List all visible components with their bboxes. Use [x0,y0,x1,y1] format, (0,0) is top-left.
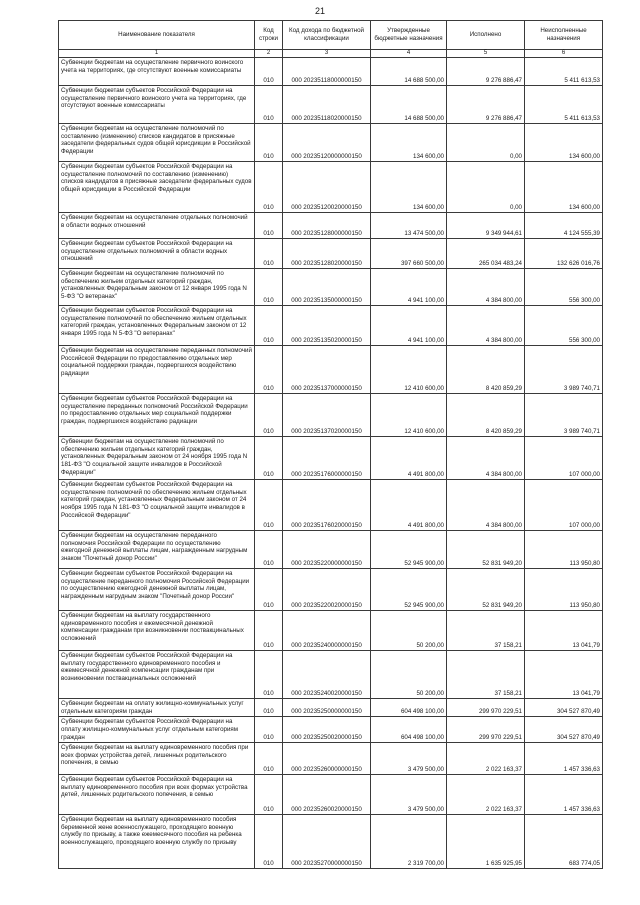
row-code-cell: 010 [255,306,283,346]
header-name: Наименование показателя [59,21,255,50]
row-code-cell: 010 [255,346,283,394]
row-name-cell: Субвенции бюджетам на выплату государственного единовременного пособия и ежемесячной денежной компенсации гражданам при возникновении поствакцинальных осложнений [59,611,255,651]
row-unexecuted-cell: 134 600,00 [525,162,603,213]
row-code-cell: 010 [255,699,283,717]
row-executed-cell: 0,00 [447,162,525,213]
table-row [59,611,603,651]
row-approved-cell: 4 491 800,00 [371,437,447,480]
row-kbk-cell: 000 20235137000000150 [283,346,371,394]
row-code-cell: 010 [255,651,283,699]
table-row [59,651,603,699]
row-executed-cell: 2 022 163,37 [447,743,525,775]
row-kbk-cell: 000 20235137020000150 [283,394,371,437]
table-row [59,394,603,437]
row-kbk-cell: 000 20235240000000150 [283,611,371,651]
row-executed-cell: 299 970 229,51 [447,717,525,743]
row-approved-cell: 2 319 700,00 [371,815,447,869]
row-code-cell: 010 [255,480,283,531]
row-kbk-cell: 000 20235176000000150 [283,437,371,480]
row-unexecuted-cell: 13 041,79 [525,651,603,699]
row-unexecuted-cell: 134 600,00 [525,124,603,162]
row-name-cell: Субвенции бюджетам на оплату жилищно-коммунальных услуг отдельным категориям граждан [59,699,255,717]
row-executed-cell: 37 158,21 [447,611,525,651]
row-executed-cell: 4 384 800,00 [447,269,525,306]
row-unexecuted-cell: 13 041,79 [525,611,603,651]
row-code-cell: 010 [255,86,283,124]
row-name-cell: Субвенции бюджетам на выплату единовременного пособия беременной жене военнослужащего, проходящего военную службу по призыву, а также ежемесячного пособия на ребенка военнослужащего, проходящего военную службу по призыву [59,815,255,869]
row-unexecuted-cell: 304 527 870,49 [525,699,603,717]
row-kbk-cell: 000 20235135020000150 [283,306,371,346]
row-unexecuted-cell: 107 000,00 [525,437,603,480]
row-approved-cell: 604 498 100,00 [371,717,447,743]
row-approved-cell: 3 479 500,00 [371,743,447,775]
budget-table [58,20,603,869]
row-approved-cell: 52 945 900,00 [371,569,447,611]
row-approved-cell: 604 498 100,00 [371,699,447,717]
column-number: 2 [255,50,283,58]
header-unexecuted: Неисполненные назначения [525,21,603,50]
row-unexecuted-cell: 5 411 613,53 [525,86,603,124]
row-code-cell: 010 [255,58,283,86]
table-row [59,86,603,124]
row-kbk-cell: 000 20235220000000150 [283,531,371,569]
row-name-cell: Субвенции бюджетам субъектов Российской Федерации на осуществление отдельных полномочий в области водных отношений [59,239,255,269]
row-executed-cell: 8 420 859,29 [447,394,525,437]
table-row [59,699,603,717]
row-approved-cell: 4 941 100,00 [371,306,447,346]
row-unexecuted-cell: 107 000,00 [525,480,603,531]
row-name-cell: Субвенции бюджетам субъектов Российской Федерации на оплату жилищно-коммунальных услуг отдельным категориям граждан [59,717,255,743]
table-row [59,213,603,239]
row-kbk-cell: 000 20235118000000150 [283,58,371,86]
row-unexecuted-cell: 113 950,80 [525,569,603,611]
row-kbk-cell: 000 20235260000000150 [283,743,371,775]
row-approved-cell: 134 600,00 [371,162,447,213]
row-unexecuted-cell: 3 989 740,71 [525,346,603,394]
row-kbk-cell: 000 20235120020000150 [283,162,371,213]
row-code-cell: 010 [255,569,283,611]
table-row [59,717,603,743]
header-approved: Утвержденные бюджетные назначения [371,21,447,50]
row-name-cell: Субвенции бюджетам субъектов Российской Федерации на осуществление переданных полномочий Российской Федерации по предоставлению отдельных мер социальной поддержки граждан, подвергшихся воздействию радиации [59,394,255,437]
table-row [59,239,603,269]
row-approved-cell: 14 688 500,00 [371,86,447,124]
row-code-cell: 010 [255,213,283,239]
row-kbk-cell: 000 20235176020000150 [283,480,371,531]
column-number: 5 [447,50,525,58]
row-name-cell: Субвенции бюджетам субъектов Российской Федерации на осуществление полномочий по составлению (изменению) списков кандидатов в присяжные заседатели федеральных судов общей юрисдикции в Российской Федерации [59,162,255,213]
row-approved-cell: 52 945 900,00 [371,531,447,569]
table-row [59,775,603,815]
row-name-cell: Субвенции бюджетам на осуществление переданного полномочия Российской Федерации по осуществлению ежегодной денежной выплаты лицам, награжденным нагрудным знаком "Почетный донор России" [59,531,255,569]
row-name-cell: Субвенции бюджетам на осуществление полномочий по составлению (изменению) списков кандидатов в присяжные заседатели федеральных судов общей юрисдикции в Российской Федерации [59,124,255,162]
row-code-cell: 010 [255,239,283,269]
row-name-cell: Субвенции бюджетам на осуществление отдельных полномочий в области водных отношений [59,213,255,239]
row-unexecuted-cell: 683 774,05 [525,815,603,869]
row-code-cell: 010 [255,717,283,743]
row-approved-cell: 134 600,00 [371,124,447,162]
row-name-cell: Субвенции бюджетам субъектов Российской Федерации на выплату государственного единовременного пособия и ежемесячной денежной компенсации гражданам при возникновении поствакцинальных осложнений [59,651,255,699]
row-kbk-cell: 000 20235270000000150 [283,815,371,869]
table-row [59,346,603,394]
row-code-cell: 010 [255,269,283,306]
header-kbk: Код дохода по бюджетной классификации [283,21,371,50]
row-executed-cell: 37 158,21 [447,651,525,699]
table-row [59,58,603,86]
row-code-cell: 010 [255,394,283,437]
column-number: 1 [59,50,255,58]
row-executed-cell: 9 276 886,47 [447,86,525,124]
table-row [59,269,603,306]
row-name-cell: Субвенции бюджетам субъектов Российской Федерации на осуществление полномочий по обеспечению жильем отдельных категорий граждан, установленных Федеральным законом от 12 января 1995 года N 5-ФЗ "О ветеранах" [59,306,255,346]
row-kbk-cell: 000 20235220020000150 [283,569,371,611]
row-name-cell: Субвенции бюджетам субъектов Российской Федерации на осуществление первичного воинского учета на территориях, где отсутствуют военные комиссариаты [59,86,255,124]
row-unexecuted-cell: 4 124 555,39 [525,213,603,239]
row-unexecuted-cell: 1 457 336,63 [525,743,603,775]
row-executed-cell: 2 022 163,37 [447,775,525,815]
header-executed: Исполнено [447,21,525,50]
row-kbk-cell: 000 20235128000000150 [283,213,371,239]
table-row [59,815,603,869]
column-number: 6 [525,50,603,58]
row-executed-cell: 9 349 944,61 [447,213,525,239]
row-executed-cell: 9 276 886,47 [447,58,525,86]
table-row [59,437,603,480]
row-executed-cell: 265 034 483,24 [447,239,525,269]
row-unexecuted-cell: 1 457 336,63 [525,775,603,815]
row-kbk-cell: 000 20235118020000150 [283,86,371,124]
row-approved-cell: 50 200,00 [371,611,447,651]
row-executed-cell: 4 384 800,00 [447,437,525,480]
row-kbk-cell: 000 20235135000000150 [283,269,371,306]
row-unexecuted-cell: 3 989 740,71 [525,394,603,437]
row-kbk-cell: 000 20235120000000150 [283,124,371,162]
row-executed-cell: 8 420 859,29 [447,346,525,394]
row-code-cell: 010 [255,162,283,213]
row-name-cell: Субвенции бюджетам на осуществление первичного воинского учета на территориях, где отсутствуют военные комиссариаты [59,58,255,86]
table-row [59,162,603,213]
row-name-cell: Субвенции бюджетам субъектов Российской Федерации на осуществление переданного полномочия Российской Федерации по осуществлению ежегодной денежной выплаты лицам, награжденным нагрудным знаком "Почетный донор России" [59,569,255,611]
row-code-cell: 010 [255,815,283,869]
row-unexecuted-cell: 556 300,00 [525,269,603,306]
table-row [59,306,603,346]
header-code: Код строки [255,21,283,50]
row-approved-cell: 397 660 500,00 [371,239,447,269]
row-executed-cell: 4 384 800,00 [447,306,525,346]
row-name-cell: Субвенции бюджетам на осуществление полномочий по обеспечению жильем отдельных категорий граждан, установленных Федеральным законом от 12 января 1995 года N 5-ФЗ "О ветеранах" [59,269,255,306]
row-executed-cell: 1 635 925,95 [447,815,525,869]
row-code-cell: 010 [255,743,283,775]
table-row [59,480,603,531]
row-code-cell: 010 [255,611,283,651]
row-code-cell: 010 [255,531,283,569]
row-name-cell: Субвенции бюджетам на выплату единовременного пособия при всех формах устройства детей, лишенных родительского попечения, в семью [59,743,255,775]
row-unexecuted-cell: 5 411 613,53 [525,58,603,86]
row-executed-cell: 52 831 949,20 [447,531,525,569]
row-name-cell: Субвенции бюджетам на осуществление переданных полномочий Российской Федерации по предоставлению отдельных мер социальной поддержки граждан, подвергшихся воздействию радиации [59,346,255,394]
row-kbk-cell: 000 20235250000000150 [283,699,371,717]
table-row [59,743,603,775]
column-number: 3 [283,50,371,58]
row-unexecuted-cell: 113 950,80 [525,531,603,569]
table-body [59,58,603,869]
table-row [59,531,603,569]
row-approved-cell: 4 941 100,00 [371,269,447,306]
row-approved-cell: 12 410 600,00 [371,346,447,394]
row-name-cell: Субвенции бюджетам субъектов Российской Федерации на выплату единовременного пособия при всех формах устройства детей, лишенных родительского попечения, в семью [59,775,255,815]
row-kbk-cell: 000 20235128020000150 [283,239,371,269]
row-kbk-cell: 000 20235240020000150 [283,651,371,699]
row-approved-cell: 50 200,00 [371,651,447,699]
table-row [59,569,603,611]
row-approved-cell: 4 491 800,00 [371,480,447,531]
row-name-cell: Субвенции бюджетам на осуществление полномочий по обеспечению жильем отдельных категорий граждан, установленных Федеральным законом от 24 ноября 1995 года N 181-ФЗ "О социальной защите инвалидов в Российской Федерации" [59,437,255,480]
row-executed-cell: 299 970 229,51 [447,699,525,717]
row-unexecuted-cell: 304 527 870,49 [525,717,603,743]
header-row [59,21,603,50]
row-unexecuted-cell: 132 626 016,76 [525,239,603,269]
column-number: 4 [371,50,447,58]
row-approved-cell: 14 688 500,00 [371,58,447,86]
row-name-cell: Субвенции бюджетам субъектов Российской Федерации на осуществление полномочий по обеспечению жильем отдельных категорий граждан, установленных Федеральным законом от 24 ноября 1995 года N 181-ФЗ "О социальной защите инвалидов в Российской Федерации" [59,480,255,531]
row-approved-cell: 13 474 500,00 [371,213,447,239]
row-unexecuted-cell: 556 300,00 [525,306,603,346]
page-number: 21 [314,6,325,16]
table-row [59,124,603,162]
column-number-row [59,50,603,58]
row-executed-cell: 0,00 [447,124,525,162]
row-executed-cell: 4 384 800,00 [447,480,525,531]
row-approved-cell: 12 410 600,00 [371,394,447,437]
row-executed-cell: 52 831 949,20 [447,569,525,611]
row-kbk-cell: 000 20235250020000150 [283,717,371,743]
row-code-cell: 010 [255,124,283,162]
row-kbk-cell: 000 20235260020000150 [283,775,371,815]
row-code-cell: 010 [255,775,283,815]
row-code-cell: 010 [255,437,283,480]
row-approved-cell: 3 479 500,00 [371,775,447,815]
